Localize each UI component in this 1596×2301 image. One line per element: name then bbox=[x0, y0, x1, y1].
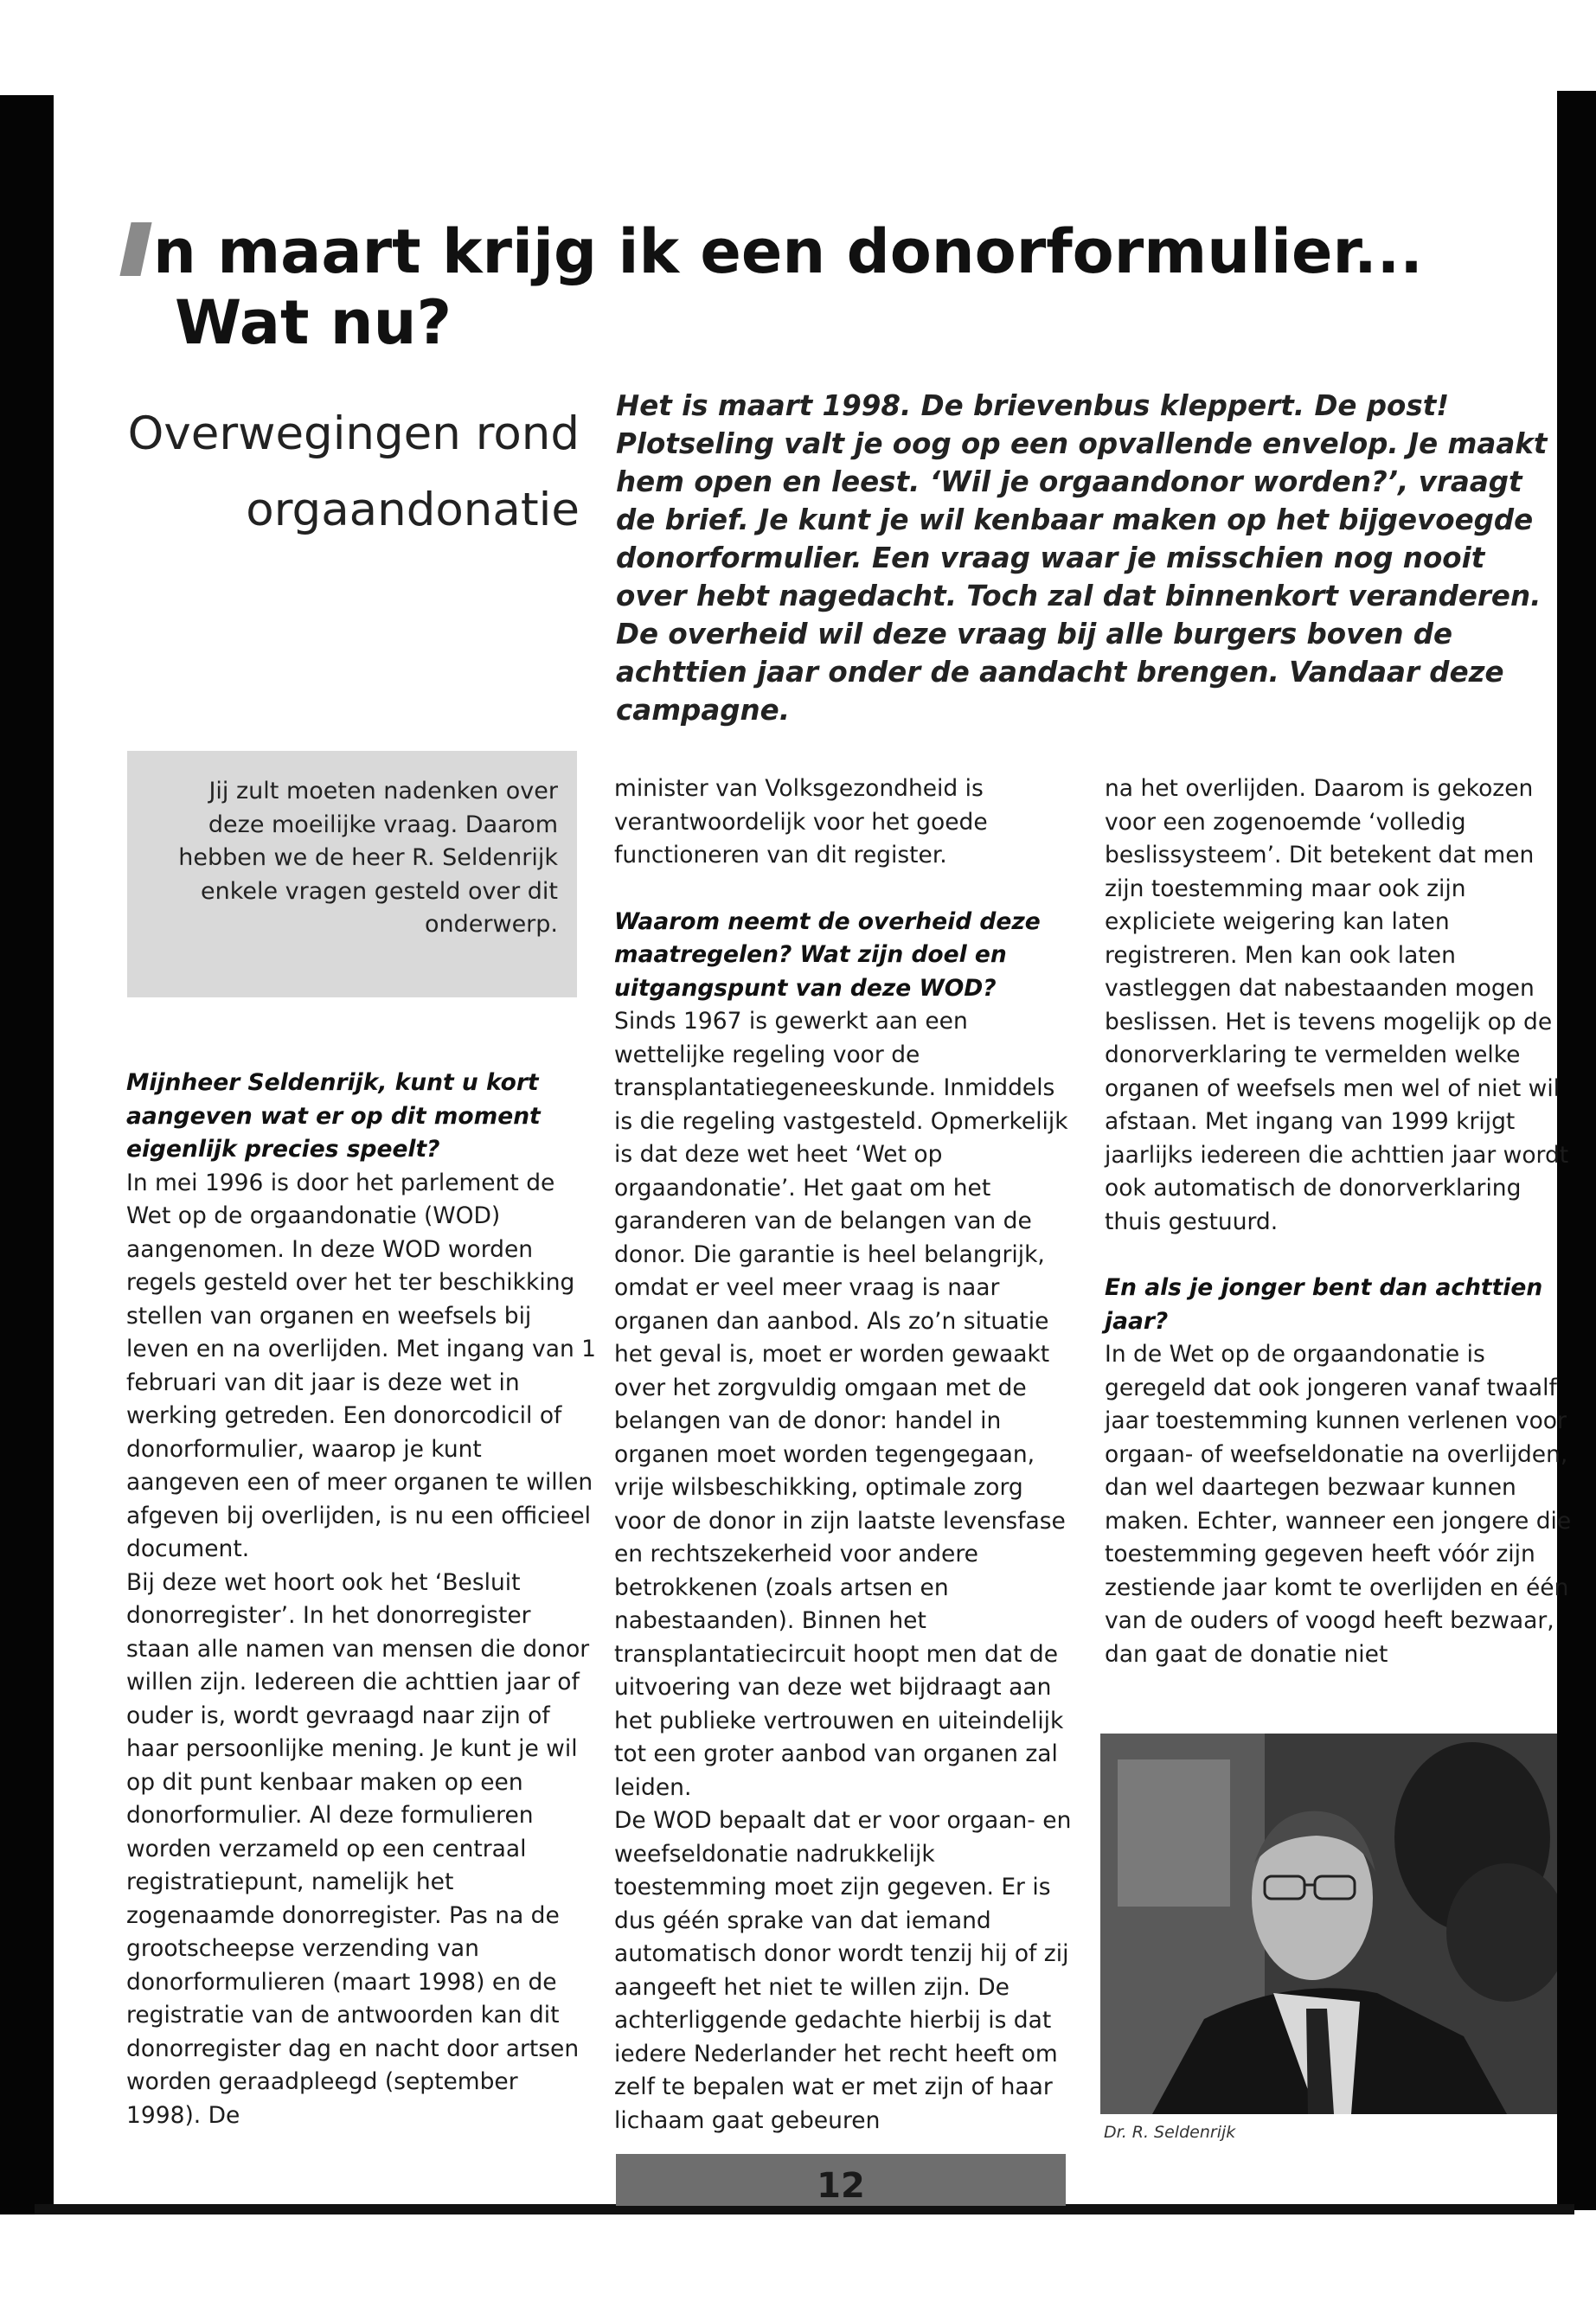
question-1: Mijnheer Seldenrijk, kunt u kort aangeven wat er op dit moment eigenlijk precies speelt? bbox=[126, 1069, 541, 1163]
portrait-photo bbox=[1100, 1734, 1557, 2114]
col1-paragraph-2: Bij deze wet hoort ook het ‘Besluit donorregister’. In het donorregister staan alle namen van mensen die donor willen zijn. Iedereen die achttien jaar of ouder is, wordt gevraagd naar zijn of haar persoonlijke mening. Je kunt je wil op dit punt kenbaar maken op een donorformulier. Al deze formulieren worden verzameld op een centraal registratiepunt, namelijk het zogenaamde donorregister. Pas na de grootscheepse verzending van donorformulieren (maart 1998) en de registratie van de antwoorden kan dit donorregister dag en nacht door artsen worden geraadpleegd (september 1998). De bbox=[126, 1568, 590, 2129]
intro-box bbox=[127, 751, 577, 997]
article-subtitle bbox=[121, 396, 580, 548]
title-line-2: Wat nu? bbox=[175, 287, 452, 358]
col3-paragraph-1: In de Wet op de orgaandonatie is geregeld dat ook jongeren vanaf twaalf jaar toestemming kunnen verlenen voor orgaan- of weefseldonatie na overlijden, dan wel daartegen bezwaar kunnen maken. Echter, wanneer een jongere die toestemming gegeven heeft vóór zijn zestiende jaar komt te overlijden en één van de ouders of voogd heeft bezwaar, dan gaat de donatie niet bbox=[1105, 1341, 1572, 1668]
subtitle-line-2: orgaandonatie bbox=[246, 484, 580, 536]
question-3: En als je jonger bent dan achttien jaar? bbox=[1105, 1274, 1543, 1335]
scan-edge-left bbox=[0, 95, 54, 2214]
photo-caption: Dr. R. Seldenrijk bbox=[1104, 2123, 1236, 2142]
col1-paragraph-1: In mei 1996 is door het parlement de Wet op de orgaandonatie (WOD) aangenomen. In deze WOD worden regels gesteld over het ter beschikking stellen van organen en weefsels bij leven en na overlijden. Met ingang van 1 februari van dit jaar is deze wet in werking getreden. Een donorcodicil of donorformulier, waarop je kunt aangeven een of meer organen te willen afgeven bij overlijden, is nu een officieel document. bbox=[126, 1169, 597, 1562]
col3-paragraph-0: na het overlijden. Daarom is gekozen voor een zogenoemde ‘volledig beslissysteem’. Dit betekent dat men zijn toestemming maar ook zijn expliciete weigering kan laten registreren. Men kan ook laten vastleggen dat nabestaanden mogen beslissen. Het is tevens mogelijk op de donorverklaring te vermelden welke organen of weefsels men wel of niet wil afstaan. Met ingang van 1999 krijgt jaarlijks iedereen die achttien jaar wordt ook automatisch de donorverklaring thuis gestuurd. bbox=[1105, 775, 1569, 1235]
footer-bar bbox=[616, 2154, 1066, 2206]
col2-paragraph-2: De WOD bepaalt dat er voor orgaan- en weefseldonatie nadrukkelijk toestemming moet zijn gegeven. Er is dus géén sprake van dat iemand automatisch donor wordt tenzij hij of zij aangeeft het niet te willen zijn. De achterliggende gedachte hierbij is dat iedere Nederlander het recht heeft om zelf te bepalen wat er met zijn of haar lichaam gaat gebeuren bbox=[614, 1807, 1072, 2134]
col2-paragraph-1: Sinds 1967 is gewerkt aan een wettelijke regeling voor de transplantatiegeneeskunde. Inmiddels is die regeling vastgesteld. Opmerkelijk is dat deze wet heet ‘Wet op orgaandonatie’. Het gaat om het garanderen van de belangen van de donor. Die garantie is heel belangrijk, omdat er veel meer vraag is naar organen dan aanbod. Als zo’n situatie het geval is, moet er worden gewaakt over het zorgvuldig omgaan met de belangen van de donor: handel in organen moet worden tegengegaan, vrije wilsbeschikking, optimale zorg voor de donor in zijn laatste levensfase en rechtszekerheid voor andere betrokkenen (zoals artsen en nabestaanden). Binnen het transplantatiecircuit hoopt men dat de uitvoering van deze wet bijdraagt aan het publieke vertrouwen en uiteindelijk tot een groter aanbod van organen zal leiden. bbox=[614, 1008, 1068, 1801]
question-2: Waarom neemt de overheid deze maatregelen? Wat zijn doel en uitgangspunt van deze WOD? bbox=[614, 907, 1041, 1002]
col2-paragraph-0: minister van Volksgezondheid is verantwoordelijk voor het goede functioneren van dit register. bbox=[614, 775, 988, 868]
title-line-1: n maart krijg ik een donorformulier... bbox=[153, 216, 1423, 287]
column-2 bbox=[614, 772, 1073, 2138]
title-initial-bar bbox=[119, 222, 151, 276]
page-number: 12 bbox=[817, 2166, 865, 2206]
subtitle-line-1: Overwegingen rond bbox=[127, 407, 580, 460]
column-1 bbox=[126, 1067, 598, 2132]
intro-text: Jij zult moeten nadenken over deze moeilijke vraag. Daarom hebben we de heer R. Seldenrijk enkele vragen gesteld over dit onderwerp. bbox=[178, 778, 558, 938]
article-title bbox=[125, 216, 1475, 358]
column-3 bbox=[1105, 772, 1576, 1671]
portrait-illustration bbox=[1100, 1734, 1557, 2114]
lead-paragraph: Het is maart 1998. De brievenbus kleppert. De post! Plotseling valt je oog op een opvallende envelop. Je maakt hem open en leest. ‘Wil je orgaandonor worden?’, vraagt de brief. Je kunt je wil kenbaar maken op het bijgevoegde donorformulier. Een vraag waar je misschien nog nooit over hebt nagedacht. Toch zal dat binnenkort veranderen. De overheid wil deze vraag bij alle burgers boven de achttien jaar onder de aandacht brengen. Vandaar deze campagne. bbox=[616, 389, 1548, 727]
